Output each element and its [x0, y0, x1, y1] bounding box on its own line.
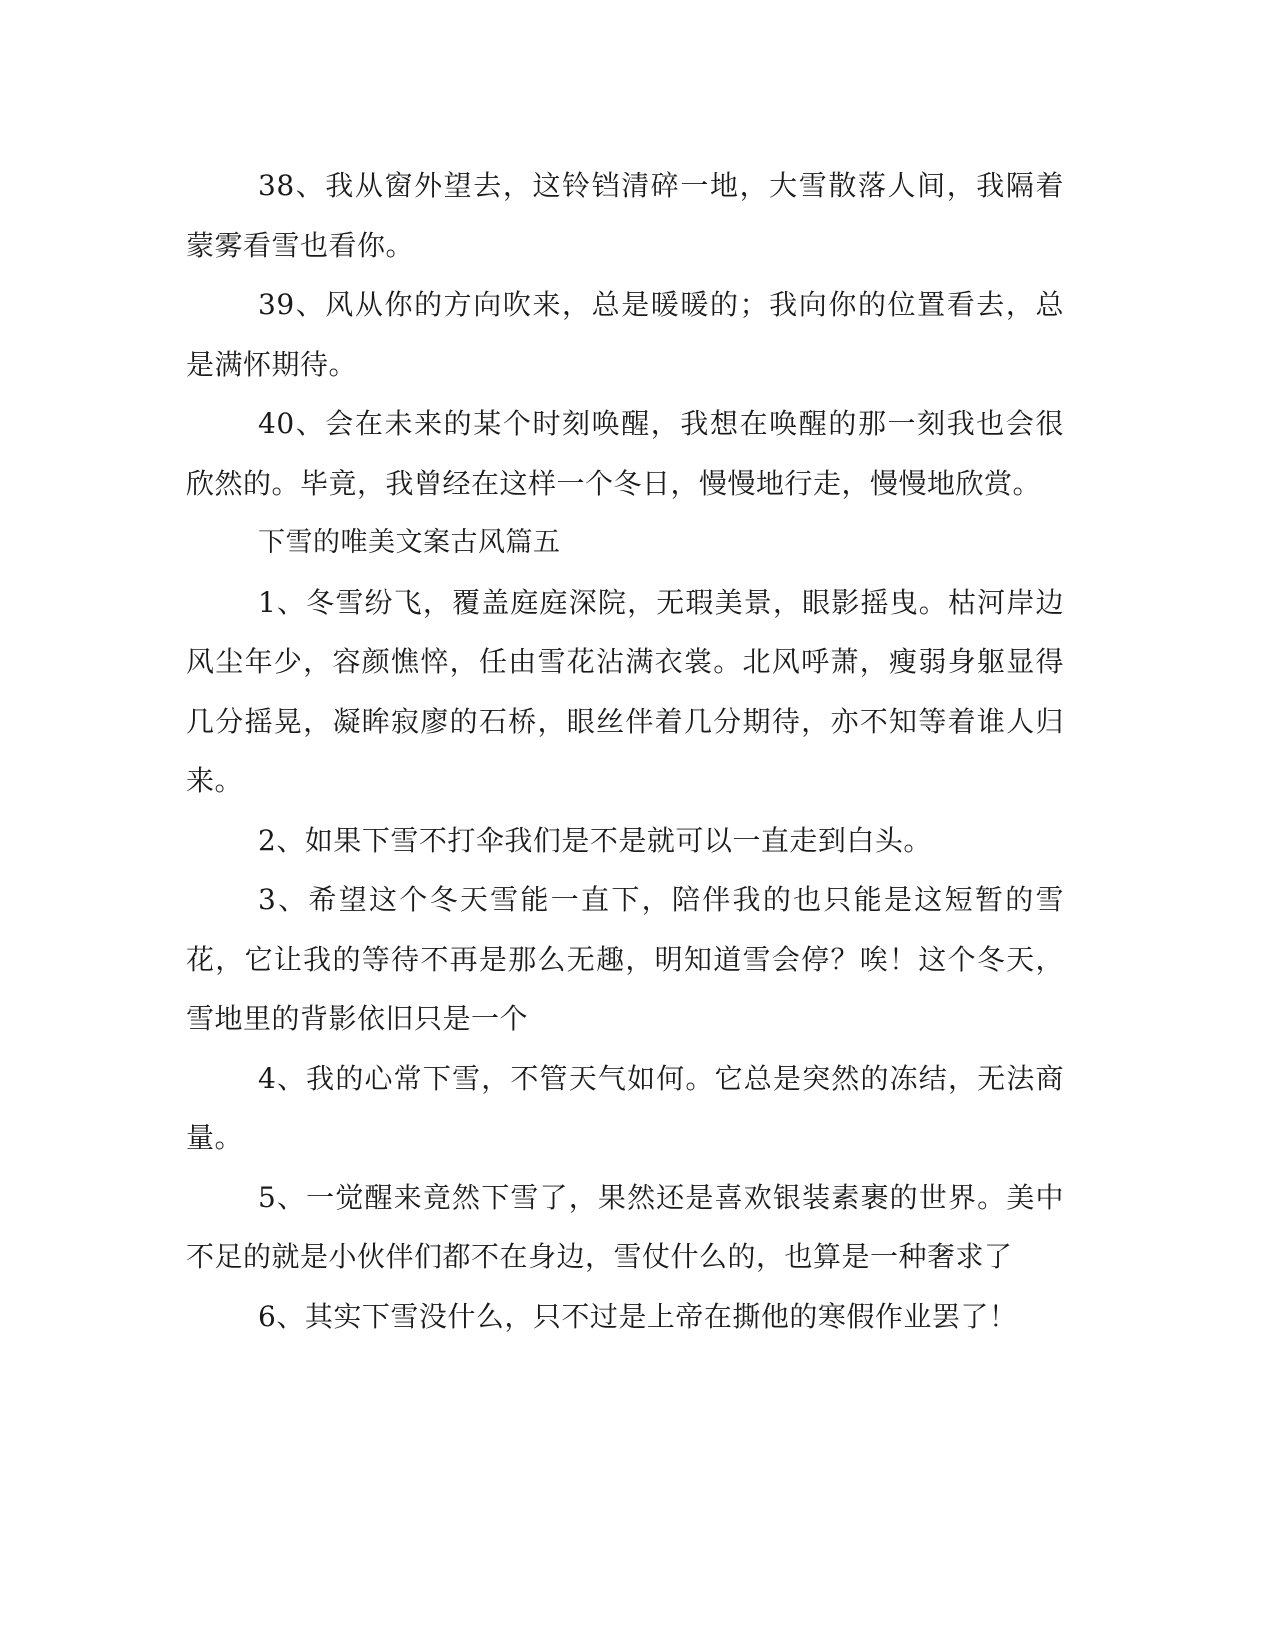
paragraph-39: 39、风从你的方向吹来，总是暖暖的；我向你的位置看去，总是满怀期待。: [186, 288, 1064, 381]
paragraph-4: 4、我的心常下雪，不管天气如何。它总是突然的冻结，无法商量。: [186, 1061, 1064, 1154]
document-body: [186, 156, 1064, 1346]
paragraph-38: 38、我从窗外望去，这铃铛清碎一地，大雪散落人间，我隔着蒙雾看雪也看你。: [186, 169, 1064, 262]
paragraph-40: 40、会在未来的某个时刻唤醒，我想在唤醒的那一刻我也会很欣然的。毕竟，我曾经在这样一个冬日，慢慢地行走，慢慢地欣赏。: [186, 407, 1064, 500]
paragraph-1: 1、冬雪纷飞，覆盖庭庭深院，无瑕美景，眼影摇曳。枯河岸边风尘年少，容颜憔悴，任由雪花沾满衣裳。北风呼萧，瘦弱身躯显得几分摇晃，凝眸寂廖的石桥，眼丝伴着几分期待，亦不知等着谁人归来。: [186, 585, 1064, 797]
paragraph-3: 3、希望这个冬天雪能一直下，陪伴我的也只能是这短暂的雪花，它让我的等待不再是那么无趣，明知道雪会停？唉！这个冬天，雪地里的背影依旧只是一个: [186, 883, 1064, 1035]
paragraph-5: 5、一觉醒来竟然下雪了，果然还是喜欢银装素裹的世界。美中不足的就是小伙伴们都不在身边，雪仗什么的，也算是一种奢求了: [186, 1180, 1064, 1273]
paragraph-6: 6、其实下雪没什么，只不过是上帝在撕他的寒假作业罢了！: [258, 1299, 1018, 1333]
section-heading: 下雪的唯美文案古风篇五: [258, 527, 561, 558]
paragraph-2: 2、如果下雪不打伞我们是不是就可以一直走到白头。: [258, 823, 932, 857]
